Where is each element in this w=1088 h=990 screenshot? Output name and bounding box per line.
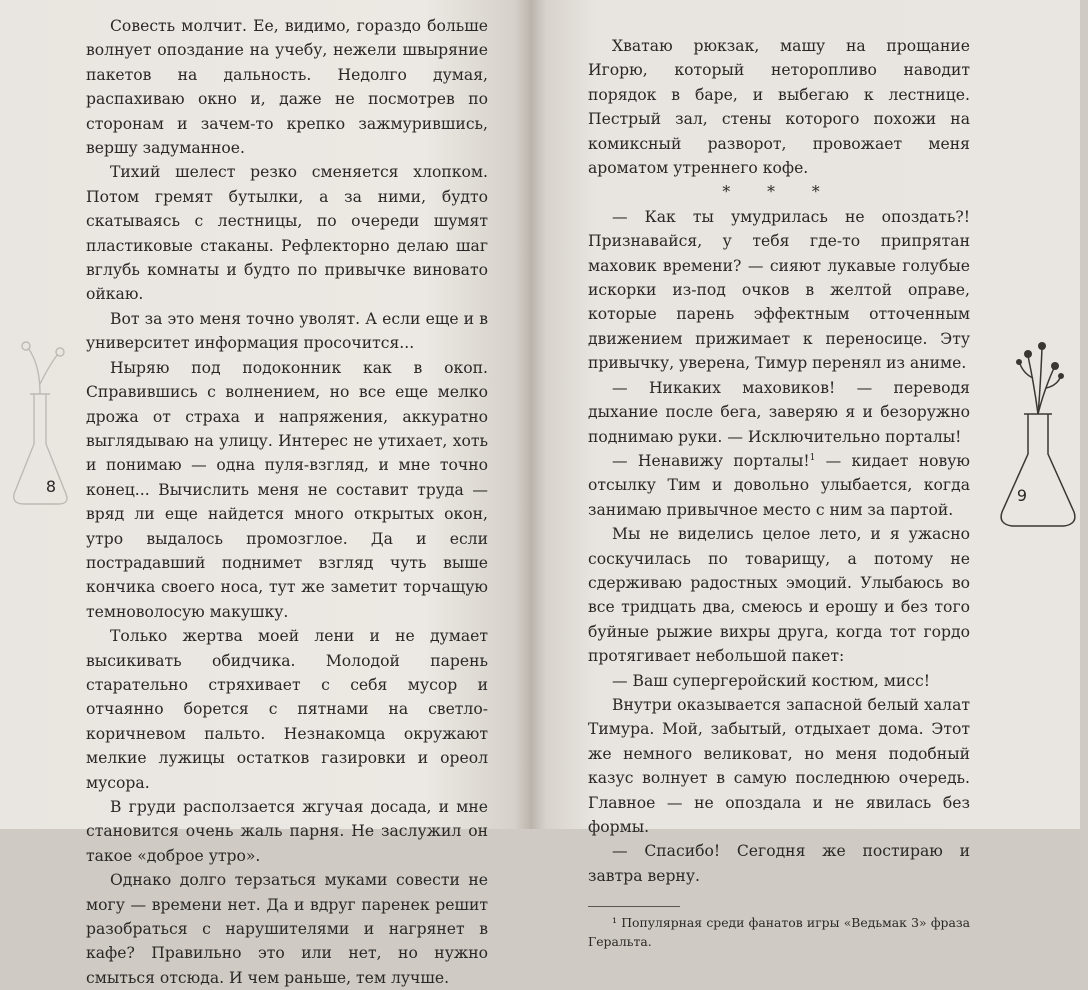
- flask-flower-icon: [988, 334, 1088, 544]
- paragraph: Вот за это меня точно уволят. А если еще и в университет информация просочится...: [86, 309, 488, 353]
- footnote-divider: [588, 906, 680, 907]
- paragraph: — Спасибо! Сегодня же постираю и завтра верну.: [588, 842, 970, 885]
- paragraph: Однако долго терзаться муками совести не могу — времени нет. Да и вдруг паренек решит разобраться с нарушителями и нагрянет в кафе? Правильно это или нет, но нужно смыться отсюда. И чем раньше, тем лучше.: [86, 871, 488, 987]
- paragraph: — Никаких маховиков! — переводя дыхание после бега, заверяю я и безоружно поднимаю руки. — Исключительно порталы!: [588, 378, 970, 446]
- section-break: * * *: [722, 183, 836, 202]
- paragraph-with-footnote: [588, 449, 970, 522]
- footnote-reference[interactable]: 1: [809, 452, 816, 463]
- paragraph: Совесть молчит. Ее, видимо, гораздо больше волнует опоздание на учебу, нежели швыряние пакетов на дальность. Недолго думая, распахиваю окно и, даже не посмотрев по сторонам и зачем-то крепко зажмурившись, вершу задуманное.: [86, 17, 488, 158]
- paragraph: Тихий шелест резко сменяется хлопком. Потом гремят бутылки, а за ними, будто скатываясь с лестницы, по очереди шумят пластиковые стаканы. Рефлекторно делаю шаг вглубь комнаты и будто по привычке виновато ойкаю.: [86, 163, 488, 304]
- paragraph: Ныряю под подоконник как в окоп. Справившись с волнением, но все еще мелко дрожа от страха и напряжения, аккуратно выглядываю на улицу. Интерес не утихает, хоть и понимаю — одна пуля-взгляд, и мне точно конец... Вычислить меня не составит труда — вряд ли еще найдется много открытых окон, утро выдалось промозглое. Да и если пострадавший поднимет взгляд чуть выше кончика своего носа, тут же заметит торчащую темноволосую макушку.: [86, 358, 488, 621]
- left-page: [0, 0, 530, 987]
- right-page-text: [588, 34, 970, 951]
- right-page: [530, 0, 1080, 950]
- page-number: 9: [1016, 486, 1028, 505]
- paragraph: В груди расползается жгучая досада, и мне становится очень жаль парня. Не заслужил он такое «доброе утро».: [86, 798, 488, 865]
- paragraph: Хватаю рюкзак, машу на прощание Игорю, который неторопливо наводит порядок в баре, и выбегаю к лестнице. Пестрый зал, стены которого похожи на комиксный разворот, провожает меня ароматом утреннего кофе.: [588, 37, 970, 178]
- paragraph: Только жертва моей лени и не думает высикивать обидчика. Молодой парень старательно стряхивает с себя мусор и отчаянно борется с пятнами на светло-коричневом пальто. Незнакомца окружают мелкие лужицы остатков газировки и ореол мусора.: [86, 627, 488, 792]
- paragraph: — Как ты умудрилась не опоздать?! Признавайся, у тебя где-то припрятан маховик времени? — сияют лукавые голубые искорки из-под очков в желтой оправе, которые парень эффектным отточенным движением прижимает к переносице. Эту привычку, уверена, Тимур перенял из аниме.: [588, 207, 970, 373]
- footnote: ¹ Популярная среди фанатов игры «Ведьмак 3» фраза Геральта.: [588, 915, 970, 950]
- left-page-text: [86, 14, 488, 990]
- paragraph: — Ваш супергеройский костюм, мисс!: [612, 671, 931, 690]
- paragraph: Мы не виделись целое лето, и я ужасно соскучилась по товарищу, а потому не сдерживаю радостных эмоций. Улыбаюсь во все тридцать два, смеюсь и ерошу и без того буйные рыжие вихры друга, когда тот гордо протягивает небольшой пакет:: [588, 525, 970, 666]
- paragraph-text: — Ненавижу порталы!: [612, 451, 810, 470]
- paragraph-text: — кидает новую отсылку Тим и довольно улыбается, когда занимаю привычное место с ним за партой.: [588, 451, 970, 519]
- paragraph: Внутри оказывается запасной белый халат Тимура. Мой, забытый, отдыхает дома. Этот же немного великоват, но меня подобный казус волнует в самую последнюю очередь. Главное — не опоздала и не явилась без формы.: [588, 695, 970, 836]
- page-number: 8: [45, 477, 57, 496]
